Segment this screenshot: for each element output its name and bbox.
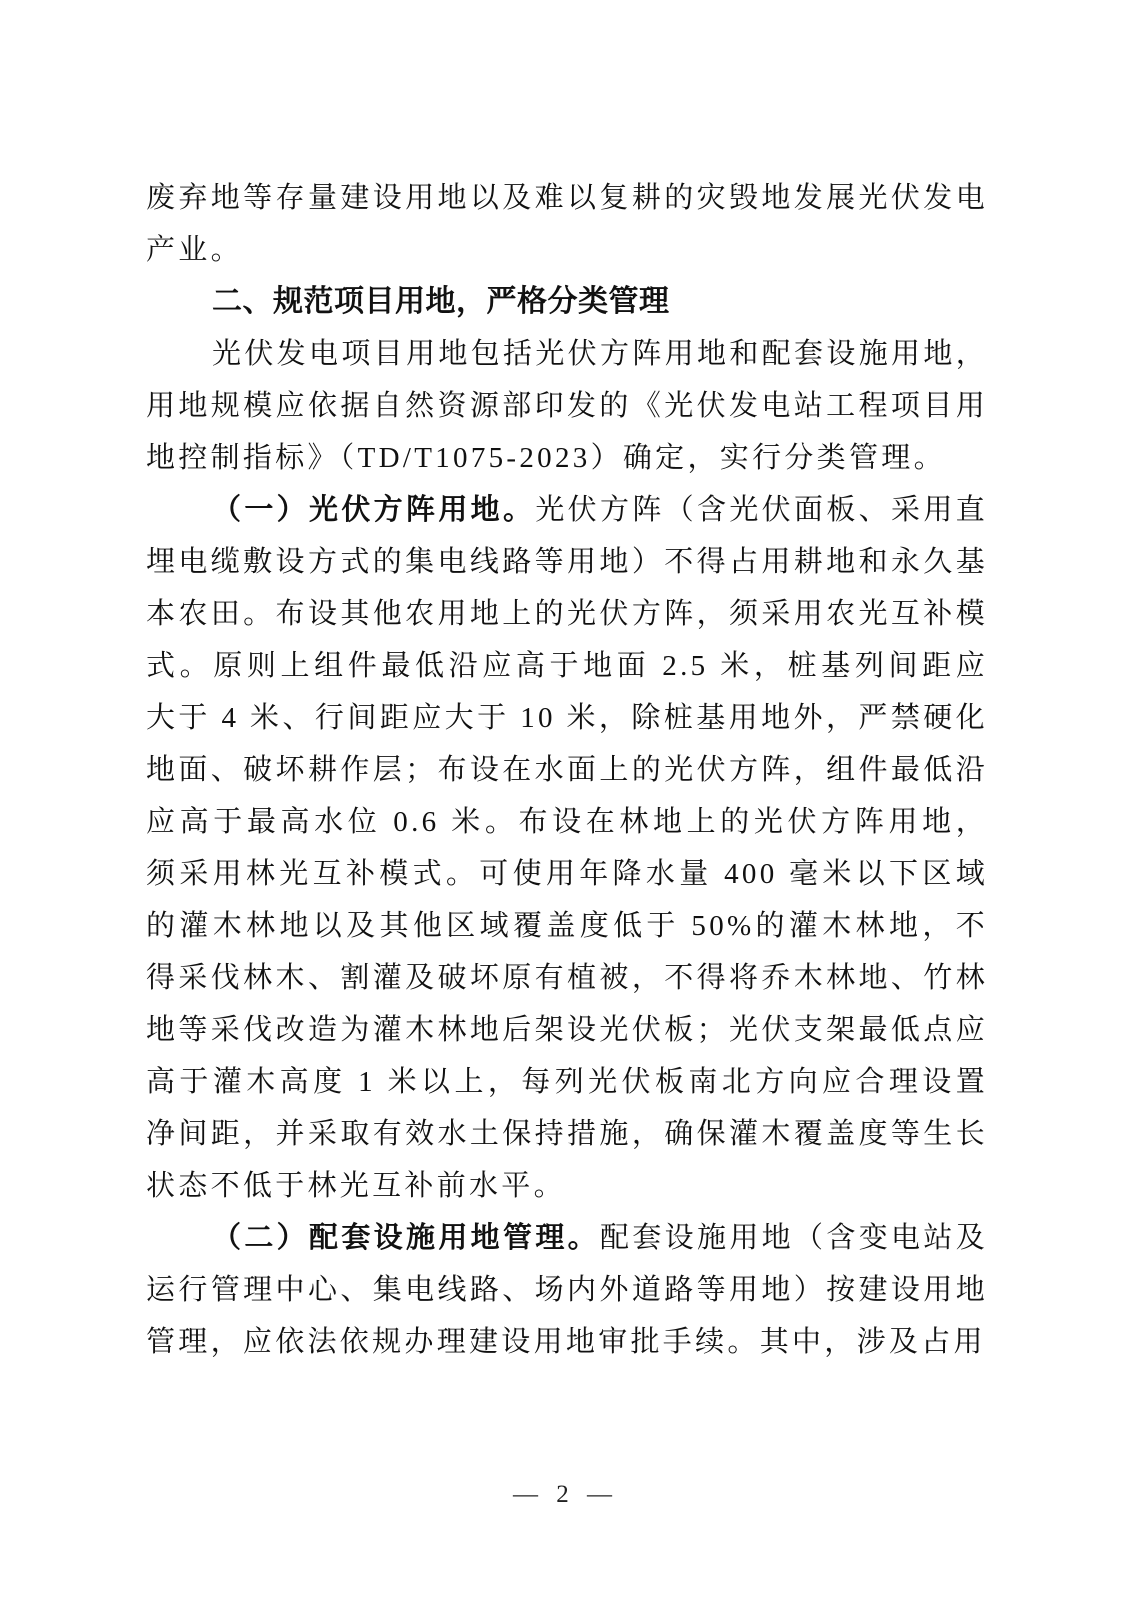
paragraph-clause-2 bbox=[146, 1212, 988, 1368]
clause-2-lead: （二）配套设施用地管理。 bbox=[212, 1222, 601, 1254]
clause-2-body: 配套设施用地（含变电站及运行管理中心、集电线路、场内外道路等用地）按建设用地管理，应依法依规办理建设用地审批手续。其中，涉及占用 bbox=[146, 1222, 988, 1358]
paragraph-clause-1 bbox=[146, 484, 988, 1212]
paragraph-intro: 光伏发电项目用地包括光伏方阵用地和配套设施用地，用地规模应依据自然资源部印发的《光伏发电站工程项目用地控制指标》（TD/T1075-2023）确定，实行分类管理。 bbox=[146, 338, 988, 474]
page-footer bbox=[0, 1480, 1131, 1510]
clause-1-lead: （一）光伏方阵用地。 bbox=[212, 494, 536, 526]
clause-1-body: 光伏方阵（含光伏面板、采用直埋电缆敷设方式的集电线路等用地）不得占用耕地和永久基本农田。布设其他农用地上的光伏方阵，须采用农光互补模式。原则上组件最低沿应高于地面 2.5 米，桩基列间距应大于 4 米、行间距应大于 10 米，除桩基用地外，严禁硬化地面、破坏耕作层；布设在水面上的光伏方阵，组件最低沿应高于最高水位 0.6 米。布设在林地上的光伏方阵用地，须采用林光互补模式。可使用年降水量 400 毫米以下区域的灌木林地以及其他区域覆盖度低于 50%的灌木林地，不得采伐林木、割灌及破坏原有植被，不得将乔木林地、竹林地等采伐改造为灌木林地后架设光伏板；光伏支架最低点应高于灌木高度 1 米以上，每列光伏板南北方向应合理设置净间距，并采取有效水土保持措施，确保灌木覆盖度等生长状态不低于林光互补前水平。 bbox=[146, 494, 988, 1202]
page-number: — 2 — bbox=[513, 1481, 618, 1508]
paragraph-continuation: 废弃地等存量建设用地以及难以复耕的灾毁地发展光伏发电产业。 bbox=[146, 182, 988, 266]
document-body bbox=[146, 172, 988, 1368]
section-heading: 二、规范项目用地，严格分类管理 bbox=[212, 285, 670, 318]
